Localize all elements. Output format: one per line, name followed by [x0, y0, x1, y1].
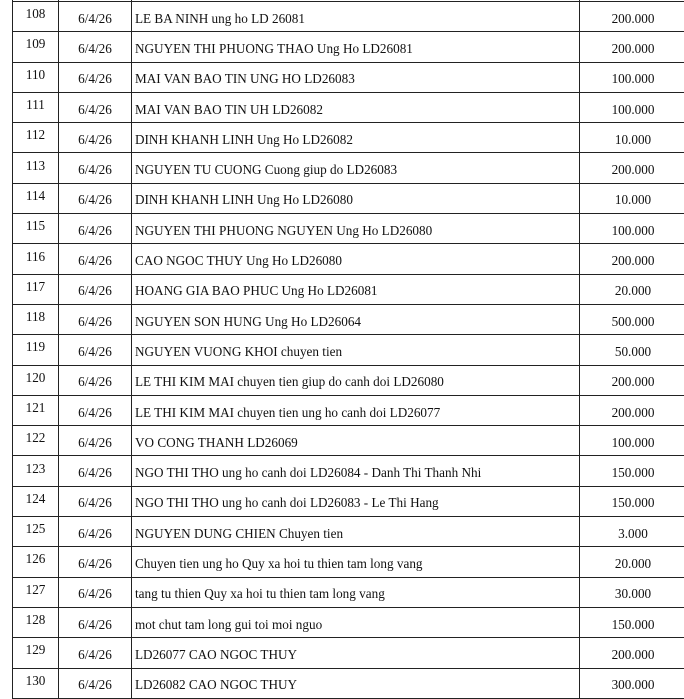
table-row: [13, 668, 684, 698]
row-amount: 200.000: [580, 638, 684, 668]
row-date: 6/4/26: [59, 517, 132, 547]
table-row: [13, 517, 684, 547]
row-description: NGUYEN SON HUNG Ung Ho LD26064: [132, 304, 580, 334]
row-date: 6/4/26: [59, 456, 132, 486]
row-description: VO CONG THANH LD26069: [132, 426, 580, 456]
table-row: [13, 638, 684, 668]
row-date: 6/4/26: [59, 92, 132, 122]
table-row: [13, 335, 684, 365]
row-description: LE BA NINH ung ho LD 26081: [132, 2, 580, 32]
row-amount: 200.000: [580, 2, 684, 32]
row-amount: 200.000: [580, 32, 684, 62]
row-amount: 30.000: [580, 577, 684, 607]
row-amount: 20.000: [580, 274, 684, 304]
row-number: 124: [13, 486, 59, 516]
table-row: [13, 486, 684, 516]
row-date: 6/4/26: [59, 577, 132, 607]
row-description: DINH KHANH LINH Ung Ho LD26080: [132, 183, 580, 213]
row-description: mot chut tam long gui toi moi nguo: [132, 607, 580, 637]
table-row: [13, 426, 684, 456]
row-description: NGUYEN THI PHUONG NGUYEN Ung Ho LD26080: [132, 214, 580, 244]
row-description: DINH KHANH LINH Ung Ho LD26082: [132, 123, 580, 153]
row-description: NGO THI THO ung ho canh doi LD26084 - Danh Thi Thanh Nhi: [132, 456, 580, 486]
row-date: 6/4/26: [59, 365, 132, 395]
row-description: Chuyen tien ung ho Quy xa hoi tu thien tam long vang: [132, 547, 580, 577]
table-row: [13, 92, 684, 122]
row-amount: 100.000: [580, 214, 684, 244]
row-date: 6/4/26: [59, 304, 132, 334]
row-date: 6/4/26: [59, 244, 132, 274]
table-row: [13, 274, 684, 304]
row-amount: 200.000: [580, 244, 684, 274]
table-row: [13, 395, 684, 425]
row-amount: 200.000: [580, 153, 684, 183]
row-number: 119: [13, 335, 59, 365]
row-description: NGO THI THO ung ho canh doi LD26083 - Le Thi Hang: [132, 486, 580, 516]
row-number: 108: [13, 2, 59, 32]
row-description: LE THI KIM MAI chuyen tien ung ho canh doi LD26077: [132, 395, 580, 425]
row-amount: 200.000: [580, 365, 684, 395]
row-description: LD26082 CAO NGOC THUY: [132, 668, 580, 698]
row-description: NGUYEN VUONG KHOI chuyen tien: [132, 335, 580, 365]
row-number: 121: [13, 395, 59, 425]
row-amount: 150.000: [580, 456, 684, 486]
row-amount: 20.000: [580, 547, 684, 577]
row-number: 127: [13, 577, 59, 607]
row-number: 125: [13, 517, 59, 547]
row-amount: 150.000: [580, 486, 684, 516]
row-amount: 150.000: [580, 607, 684, 637]
row-amount: 10.000: [580, 183, 684, 213]
row-date: 6/4/26: [59, 486, 132, 516]
table-row: [13, 607, 684, 637]
row-date: 6/4/26: [59, 123, 132, 153]
table-row: [13, 32, 684, 62]
row-date: 6/4/26: [59, 32, 132, 62]
row-date: 6/4/26: [59, 335, 132, 365]
row-date: 6/4/26: [59, 62, 132, 92]
row-description: LE THI KIM MAI chuyen tien giup do canh doi LD26080: [132, 365, 580, 395]
row-amount: 10.000: [580, 123, 684, 153]
row-description: NGUYEN DUNG CHIEN Chuyen tien: [132, 517, 580, 547]
row-date: 6/4/26: [59, 183, 132, 213]
row-amount: 100.000: [580, 62, 684, 92]
table-row: [13, 244, 684, 274]
row-date: 6/4/26: [59, 607, 132, 637]
row-description: tang tu thien Quy xa hoi tu thien tam long vang: [132, 577, 580, 607]
row-number: 128: [13, 607, 59, 637]
row-amount: 100.000: [580, 92, 684, 122]
row-amount: 100.000: [580, 426, 684, 456]
row-number: 113: [13, 153, 59, 183]
table-row: [13, 62, 684, 92]
table-row: [13, 304, 684, 334]
row-description: CAO NGOC THUY Ung Ho LD26080: [132, 244, 580, 274]
table-row: [13, 547, 684, 577]
row-date: 6/4/26: [59, 668, 132, 698]
row-date: 6/4/26: [59, 153, 132, 183]
row-number: 112: [13, 123, 59, 153]
row-number: 130: [13, 668, 59, 698]
row-date: 6/4/26: [59, 274, 132, 304]
row-amount: 200.000: [580, 395, 684, 425]
row-date: 6/4/26: [59, 214, 132, 244]
row-number: 122: [13, 426, 59, 456]
row-number: 110: [13, 62, 59, 92]
table-row: [13, 123, 684, 153]
row-description: NGUYEN TU CUONG Cuong giup do LD26083: [132, 153, 580, 183]
row-description: HOANG GIA BAO PHUC Ung Ho LD26081: [132, 274, 580, 304]
table-row: [13, 153, 684, 183]
row-amount: 500.000: [580, 304, 684, 334]
row-description: MAI VAN BAO TIN UNG HO LD26083: [132, 62, 580, 92]
row-amount: 300.000: [580, 668, 684, 698]
row-number: 118: [13, 304, 59, 334]
table-row: [13, 365, 684, 395]
row-description: NGUYEN THI PHUONG THAO Ung Ho LD26081: [132, 32, 580, 62]
donation-table: [12, 0, 684, 699]
row-number: 120: [13, 365, 59, 395]
row-number: 114: [13, 183, 59, 213]
row-number: 111: [13, 92, 59, 122]
row-description: LD26077 CAO NGOC THUY: [132, 638, 580, 668]
row-date: 6/4/26: [59, 2, 132, 32]
row-number: 115: [13, 214, 59, 244]
donation-table-body: [13, 0, 684, 698]
row-number: 116: [13, 244, 59, 274]
row-description: MAI VAN BAO TIN UH LD26082: [132, 92, 580, 122]
row-number: 129: [13, 638, 59, 668]
table-row: [13, 183, 684, 213]
row-number: 123: [13, 456, 59, 486]
row-date: 6/4/26: [59, 426, 132, 456]
row-date: 6/4/26: [59, 638, 132, 668]
table-row: [13, 2, 684, 32]
row-amount: 3.000: [580, 517, 684, 547]
row-number: 109: [13, 32, 59, 62]
table-row: [13, 214, 684, 244]
table-row: [13, 577, 684, 607]
row-date: 6/4/26: [59, 547, 132, 577]
row-amount: 50.000: [580, 335, 684, 365]
table-row: [13, 456, 684, 486]
row-number: 117: [13, 274, 59, 304]
row-date: 6/4/26: [59, 395, 132, 425]
row-number: 126: [13, 547, 59, 577]
